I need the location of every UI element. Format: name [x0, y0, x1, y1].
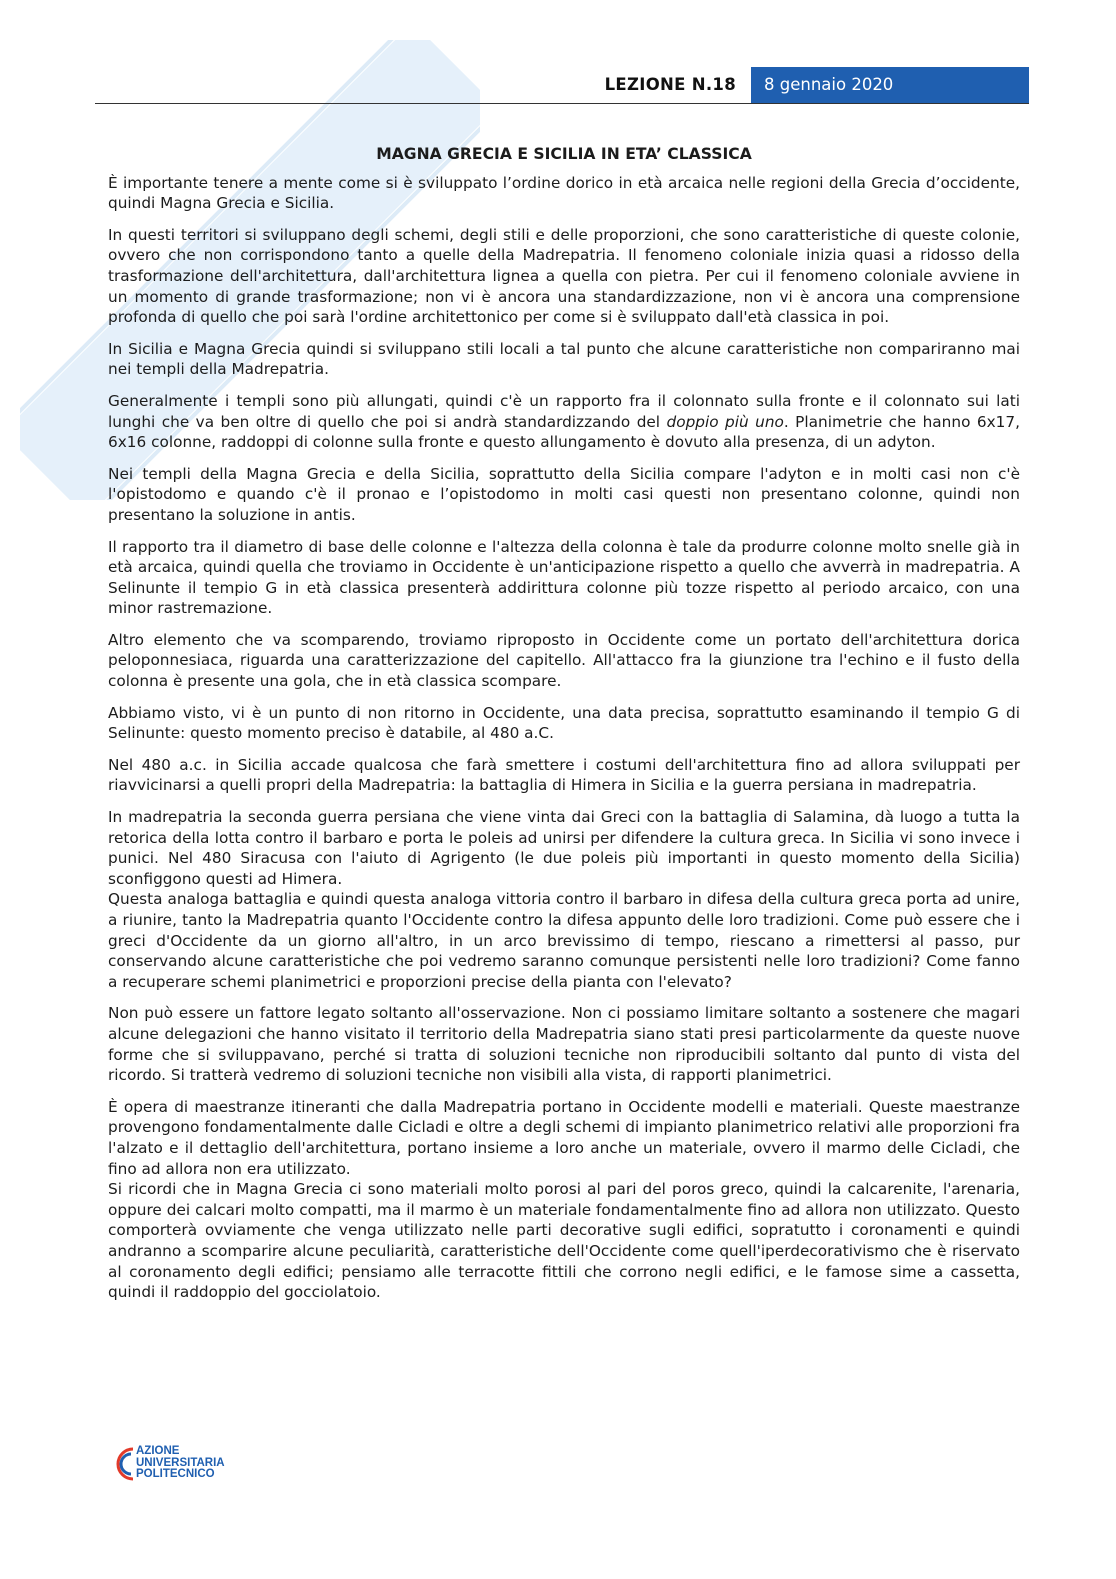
paragraph: Nei templi della Magna Grecia e della Sicilia, soprattutto della Sicilia compare l'adyton e in molti casi non c'è l'opistodomo e quando c'è il pronao e l’opistodomo in molti casi questi non presentano colonne, quindi non presentano la soluzione in antis.: [108, 464, 1020, 524]
paragraph: Si ricordi che in Magna Grecia ci sono materiali molto porosi al pari del poros greco, quindi la calcarenite, l'arenaria, oppure dei calcari molto compatti, ma il marmo è un materiale fondamentalmente fino ad allora non utilizzato. Questo comporterà ovviamente che venga utilizzato nelle parti decorative sugli edifici, sopratutto i coronamenti e quindi andranno a scomparire alcune peculiarità, caratteristiche dell'Occidente come quell'iperdecorativismo che è riservato al coronamento degli edifici; pensiamo alle terracotte fittili che corrono negli edifici, e le famose sime a cassetta, quindi il raddoppio del gocciolatoio.: [108, 1180, 1020, 1302]
paragraph-text: . Planimetrie che hanno 6x17, 6x16 colonne, raddoppi di colonne sulla fronte e questo allungamento è dovuto alla presenza, di un adyton.: [108, 412, 1020, 452]
footer-logo: [115, 1446, 250, 1486]
paragraph: Questa analoga battaglia e quindi questa analoga vittoria contro il barbaro in difesa della cultura greca porta ad unire, a riunire, tanto la Madrepatria quanto l'Occidente contro la difesa appunto delle loro tradizioni. Come può essere che i greci d'Occidente da un giorno all'altro, in un arco brevissimo di tempo, riescano a rimettersi al passo, pur conservando alcune caratteristiche che poi vedremo saranno comunque persistenti nelle loro tradizioni? Come fanno a recuperare schemi planimetrici e proporzioni precise della pianta con l'elevato?: [108, 890, 1020, 991]
paragraph: Altro elemento che va scomparendo, troviamo riproposto in Occidente come un portato dell'architettura dorica peloponnesiaca, riguarda una caratterizzazione del capitello. All'attacco fra la giunzione tra l'echino e il fusto della colonna è presente una gola, che in età classica scompare.: [108, 630, 1020, 691]
paragraph: [108, 391, 1020, 453]
lesson-date: 8 gennaio 2020: [751, 67, 1029, 103]
lesson-number: LEZIONE N.18: [604, 75, 736, 94]
paragraph: Abbiamo visto, vi è un punto di non ritorno in Occidente, una data precisa, soprattutto esaminando il tempio G di Selinunte: questo momento preciso è databile, al 480 a.C.: [108, 703, 1020, 743]
paragraph: È importante tenere a mente come si è sviluppato l’ordine dorico in età arcaica nelle regioni della Grecia d’occidente, quindi Magna Grecia e Sicilia.: [108, 173, 1020, 213]
paragraph: In Sicilia e Magna Grecia quindi si sviluppano stili locali a tal punto che alcune caratteristiche non compariranno mai nei templi della Madrepatria.: [108, 339, 1020, 379]
paragraph: Non può essere un fattore legato soltanto all'osservazione. Non ci possiamo limitare soltanto a sostenere che magari alcune delegazioni che hanno visitato il territorio della Madrepatria siano stati presi particolarmente da queste nuove forme che si sviluppavano, perché si tratta di soluzioni tecniche non riproducibili soltanto dal punto di vista del ricordo. Si tratterà vedremo di soluzioni tecniche non visibili alla vista, di rapporti planimetrici.: [108, 1004, 1020, 1085]
paragraph: Il rapporto tra il diametro di base delle colonne e l'altezza della colonna è tale da produrre colonne molto snelle già in età arcaica, quindi quella che troviamo in Occidente è un'anticipazione rispetto a quello che avverrà in madrepatria. A Selinunte il tempio G in età classica presenterà addirittura colonne più tozze rispetto al periodo arcaico, con una minor rastremazione.: [108, 537, 1020, 618]
page-header: [95, 67, 1029, 104]
logo-mark-icon: [115, 1446, 137, 1482]
paragraph: Nel 480 a.c. in Sicilia accade qualcosa che farà smettere i costumi dell'architettura fino ad allora sviluppati per riavvicinarsi a quelli propri della Madrepatria: la battaglia di Himera in Sicilia e la guerra persiana in madrepatria.: [108, 755, 1020, 795]
paragraph: In madrepatria la seconda guerra persiana che viene vinta dai Greci con la battaglia di Salamina, dà luogo a tutta la retorica della lotta contro il barbaro e porta le poleis ad unirsi per difendere la cultura greca. In Sicilia vi sono invece i punici. Nel 480 Siracusa con l'aiuto di Agrigento (le due poleis più importanti in questo momento della Sicilia) sconfiggono questi ad Himera.: [108, 808, 1020, 888]
emphasis-text: doppio più uno: [666, 412, 784, 431]
document-title: MAGNA GRECIA E SICILIA IN ETA’ CLASSICA: [376, 145, 752, 163]
logo-line: POLITECNICO: [136, 1468, 215, 1480]
document-body: [108, 140, 1020, 1314]
paragraph: In questi territori si sviluppano degli schemi, degli stili e delle proporzioni, che sono caratteristiche di queste colonie, ovvero che non corrispondono tanto a quelle della Madrepatria. Il fenomeno coloniale inizia quasi a ridosso della trasformazione dell'architettura, dall'architettura lignea a quella con pietra. Per cui il fenomeno coloniale avviene in un momento di grande trasformazione; non vi è ancora una standardizzazione, non vi è ancora una comprensione profonda di quello che poi sarà l'ordine architettonico per come si è sviluppato dall'età classica in poi.: [108, 225, 1020, 327]
logo-line: AZIONE: [136, 1445, 180, 1457]
paragraph: È opera di maestranze itineranti che dalla Madrepatria portano in Occidente modelli e materiali. Queste maestranze provengono fondamentalmente dalle Cicladi e oltre a degli schemi di impianto planimetrico relativi alle proporzioni fra l'alzato e il dettaglio dell'architettura, portano insieme a loro anche un materiale, ovvero il marmo delle Cicladi, che fino ad allora non era utilizzato.: [108, 1097, 1020, 1178]
logo-line: UNIVERSITARIA: [136, 1456, 225, 1469]
paragraph-text: Generalmente i templi sono più allungati, quindi c'è un rapporto fra il colonnato sulla fronte e il colonnato sui lati lunghi che va ben oltre di quello che poi si andrà standardizzando del: [108, 391, 1020, 431]
